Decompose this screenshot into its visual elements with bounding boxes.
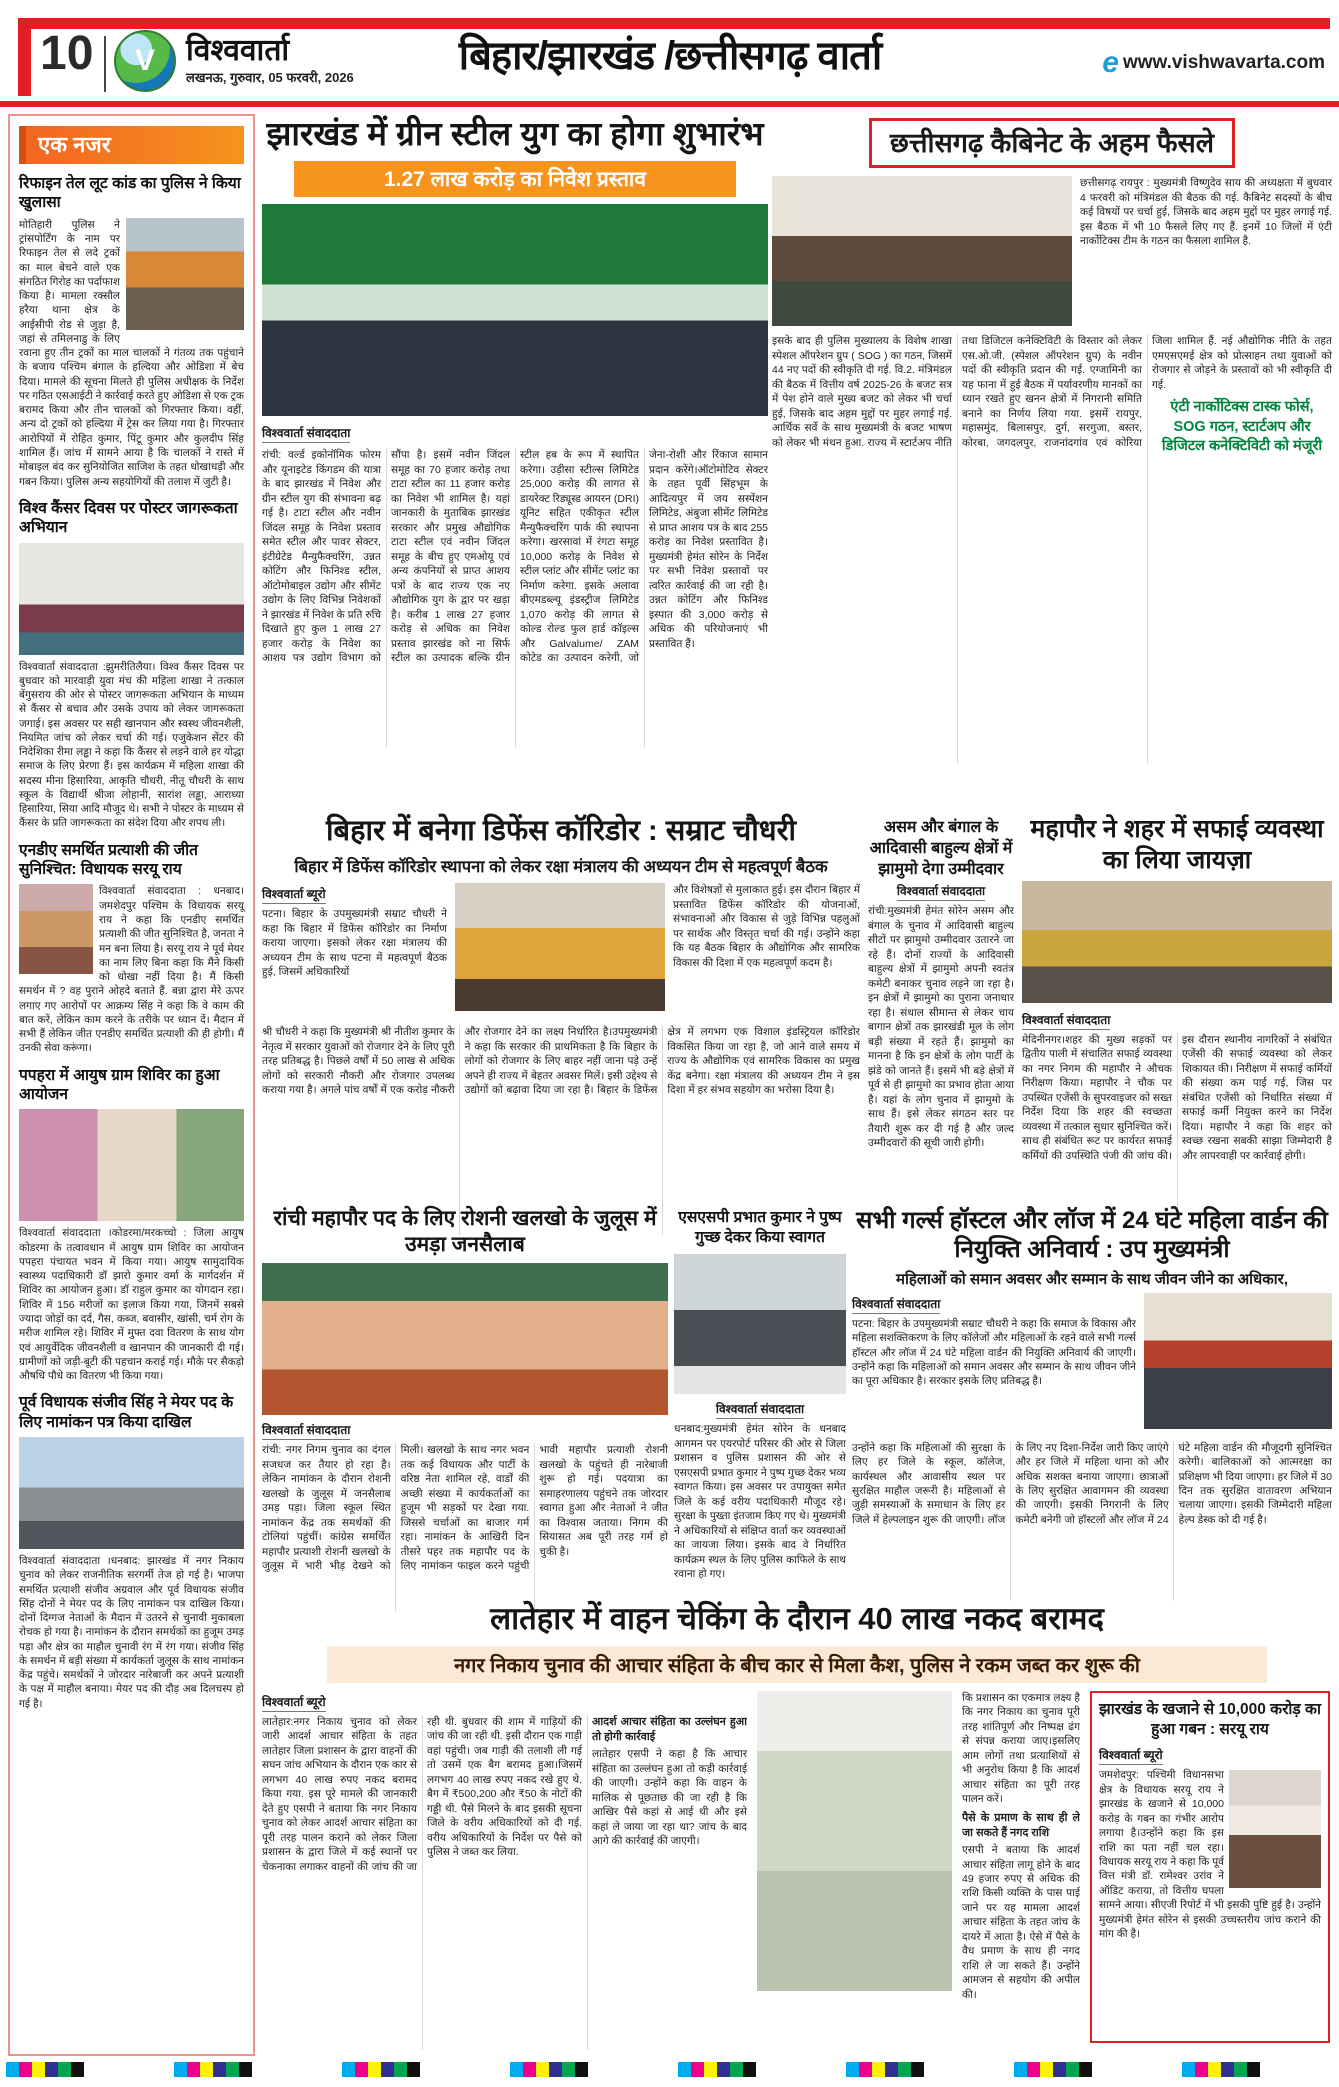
jmm-story bbox=[868, 818, 1014, 1204]
cabinet-headline: छत्तीसगढ़ कैबिनेट के अहम फैसले bbox=[869, 118, 1235, 168]
defence-byline: विश्ववार्ता ब्यूरो bbox=[262, 885, 326, 904]
cabinet-body: इसके बाद ही पुलिस मुख्यालय के विशेष शाखा स्पेशल ऑपरेशन ग्रुप ( SOG ) का गठन, जिसमें 44 नए पदों की स्वीकृति दी गई. वि.2. मंत्रिमंडल की बैठक में वित्तीय वर्ष 2025-26 के बजट सत्र में पेश होने वाले मुख्य बजट को लेकर भी चर्चा हुई, जिसके बाद अहम मुद्दों पर मुहर लगाई गई. आर्थिक सर्वे के साथ मुख्यमंत्री के बजट भाषण को लेकर भी मंथन हुआ. राज्य में स्टार्टअप नीति तथा डिजिटल कनेक्टिविटी के विस्तार को लेकर एस.ओ.जी. (स्पेशल ऑपरेशन ग्रुप) के नवीन पदों की स्वीकृति प्रदान की गई. एग्जामिनी का यह फाना में हुई बैठक में पर्यावरणीय मानकों का ध्यान रखते हुए खनन क्षेत्रों में निगरानी समिति बनाने का निर्णय लिया गया. इसमें रायपुर, महासमुंद, बिलासपुर, दुर्ग, सरगुजा, बस्तर, कोरबा, जगदलपुर, राजनांदगांव एवं कोरिया जिला शामिल हैं. नई औद्योगिक नीति के तहत एमएसएमई क्षेत्र को प्रोत्साहन तथा युवाओं को रोजगार से जोड़ने के प्रस्तावों को भी स्वीकृति दी गई. bbox=[772, 335, 1332, 449]
hostel-col1-wrap bbox=[852, 1293, 1136, 1435]
photo-roshni-procession bbox=[262, 1263, 668, 1415]
cabinet-body-wrap bbox=[772, 334, 1332, 764]
sidebar-story-body-wrap bbox=[19, 218, 244, 489]
latehar-p1: लातेहार:नगर निकाय चुनाव को लेकर जारी आदर्श आचार संहिता के तहत लातेहार जिला प्रशासन के द्वारा वाहनों की सघन जांच अभियान के दौरान एक कार से लगभग 40 लाख रुपए नकद बरामद किया गया. इस पूरे मामले की जानकारी देते हुए एसपी ने बताया कि नगर निकाय चुनाव को लेकर आदर्श आचार संहिता का पूरी तरह पालन कराने को लेकर जिला प्रशासन के द्वारा जिले में कई स्थानों पर चेकनाका लगाकर वाहनों की जांच की जा रही थी. बुधवार की शाम में गाड़ियों की जांच की जा रही थी. इसी दौरान एक गाड़ी वहां पहुंची। जब गाड़ी की तलाशी ली गई तो उसमें एक बैग बरामद हुआ।जिसमें लगभग 40 लाख रुपए नकद रखे हुए थे. बैग में ₹500,200 और ₹50 के नोटों की गड्डी थी. पैसे मिलने के बाद इसकी सूचना जिले के वरीय अधिकारियों को दी गई. वरीय अधिकारियों के निर्देश पर पैसे को पुलिस ने जब्त कर लिया. bbox=[262, 1715, 582, 1873]
saryu-headline: झारखंड के खजाने से 10,000 करोड़ का हुआ गबन : सरयू राय bbox=[1099, 1700, 1321, 1738]
jmm-byline: विश्ववार्ता संवाददाता bbox=[897, 882, 985, 901]
lead-byline: विश्ववार्ता संवाददाता bbox=[262, 424, 350, 443]
photo-cancer-awareness bbox=[19, 543, 244, 655]
roshni-body: रांची: नगर निगम चुनाव का दंगल सजधज कर तैयार हो रहा है।लेकिन नामांकन के दौरान रोशनी खलखो के जुलूस में जनसैलाब उमड़ पड़ा। जिला स्कूल स्थित नामांकन केंद्र तक समर्थकों की टोलियां पहुंचीं। कांग्रेस समर्थित महापौर प्रत्याशी रोशनी खलखो के जुलूस में भारी भीड़ देखने को मिली। खलखो के साथ नगर भवन तक कई विधायक और पार्टी के वरिष्ठ नेता शामिल रहे, वार्डों की अच्छी संख्या में कार्यकर्ताओं का हुजूम भी सड़कों पर देखा गया. जिससे चर्चाओं का बाजार गर्म रहा। नामांकन के आखिरी दिन तीसरे पहर तक महापौर पद के लिए नामांकन फाइल करने पहुंची भावी महापौर प्रत्याशी रोशनी खलखो के पहुंचते ही नारेबाजी शुरू हो गई। पदयात्रा का समाहरणालय पहुंचने तक जोरदार स्वागत हुआ और नेताओं ने जीत का विश्वास जताया। निगम की सियासत अब पूरी तरह गर्म हो चुकी है। bbox=[262, 1444, 668, 1573]
ssp-body: धनबाद:मुख्यमंत्री हेमंत सोरेन के धनबाद आगमन पर एयरपोर्ट परिसर की ओर से जिला प्रशासन व पुलिस प्रशासन की ओर से एसएसपी प्रभात कुमार ने पुष्प गुच्छ देकर भव्य स्वागत किया। इस अवसर पर उपायुक्त समेत जिले के कई वरीय पदाधिकारी मौजूद रहे। सुरक्षा के पुख्ता इंतजाम किए गए थे। मुख्यमंत्री ने अधिकारियों से संक्षिप्त वार्ता कर व्यवस्थाओं का जायजा लिया। इसके बाद वे निर्धारित कार्यक्रम स्थल के लिए पुलिस काफिले के साथ रवाना हो गए। bbox=[674, 1423, 846, 1581]
hostel-story bbox=[852, 1206, 1332, 1601]
photo-deputy-cm-hostel bbox=[1144, 1293, 1332, 1429]
ssp-story bbox=[674, 1208, 846, 1590]
photo-saryu-rai-small bbox=[19, 884, 93, 974]
defence-col1-wrap bbox=[262, 883, 447, 1019]
dateline: लखनऊ, गुरुवार, 05 फरवरी, 2026 bbox=[186, 70, 354, 85]
latehar-content-row bbox=[262, 1691, 1332, 2050]
hostel-body2: उन्होंने कहा कि महिलाओं की सुरक्षा के लिए हर जिले के स्कूल, कॉलेज, कार्यस्थल और आवासीय स्थल पर सुरक्षित माहौल जरूरी है। महिलाओं से जुड़ी समस्याओं के समाधान के लिए हर जिले में हेल्पलाइन शुरू की जाएगी। लॉज के लिए नए दिशा-निर्देश जारी किए जाएंगे और हर जिले में महिला थाना को और अधिक सशक्त बनाया जाएगा। छात्राओं के लिए सुरक्षित आवागमन की व्यवस्था की जाएगी। इसकी निगरानी के लिए कमेटी बनेगी जो हॉस्टलों और लॉज में 24 घंटे महिला वार्डन की मौजूदगी सुनिश्चित करेगी। बालिकाओं को आत्मरक्षा का प्रशिक्षण भी दिया जाएगा। हर जिले में 30 दिन तक सुरक्षित वातावरण अभियान चलाया जाएगा। इसकी जिम्मेदारी महिला हेल्प डेस्क को दी गई है। bbox=[852, 1441, 1332, 1526]
hostel-headline: सभी गर्ल्स हॉस्टल और लॉज में 24 घंटे महिला वार्डन की नियुक्ति अनिवार्य : उप मुख्यमंत्री bbox=[856, 1207, 1328, 1264]
ssp-headline: एसएसपी प्रभात कुमार ने पुष्प गुच्छ देकर किया स्वागत bbox=[678, 1209, 842, 1247]
sidebar-story-body: विश्ववार्ता संवाददाता ।कोडरमा/मरकच्चो : जिला आयुष कोडरमा के तत्वावधान में आयुष ग्राम शिविर का आयोजन पपहरा पंचायत भवन में किया गया। आयुष सामुदायिक स्वास्थ्य पदाधिकारी डॉ झारो कुमार वर्मा के मार्गदर्शन में शिविर का आयोजन हुआ। डॉ राहुल कुमार का योगदान रहा। शिविर में 156 मरीजों का इलाज किया गया, जिनमें सबसे ज्यादा जोड़ों का दर्द, गैस, कब्ज, बवासीर, खांसी, चर्म रोग के मरीज शामिल रहे। शिविर में मुफ्त दवा वितरण के साथ योग एवं आयुर्वेदिक जीवनशैली व खानपान की जानकारी दी गई। ग्रामीणों को जड़ी-बूटी की पहचान कराई गई। मौके पर सैकड़ो औषधि पौधे का वितरण भी किया गया। bbox=[19, 1227, 244, 1383]
defence-top-row bbox=[262, 883, 860, 1019]
masthead-logo-icon bbox=[114, 30, 176, 92]
cabinet-highlight-box: एंटी नार्कोटिक्स टास्क फोर्स, SOG गठन, स्टार्टअप और डिजिटल कनेक्टिविटी को मंजूरी bbox=[1161, 399, 1323, 455]
saryu-byline: विश्ववार्ता ब्यूरो bbox=[1099, 1746, 1163, 1765]
photo-ayush-camp bbox=[19, 1109, 244, 1221]
roshni-story bbox=[262, 1206, 668, 1611]
cabinet-story bbox=[772, 114, 1332, 764]
cabinet-photo-row bbox=[772, 176, 1332, 326]
sidebar-story-headline: एनडीए समर्थित प्रत्याशी की जीत सुनिश्चित: विधायक सरयू राय bbox=[19, 841, 198, 879]
latehar-sub1: आदर्श आचार संहिता का उल्लंघन हुआ तो होगी कार्रवाई bbox=[592, 1715, 747, 1743]
hostel-subhead: महिलाओं को समान अवसर और सम्मान के साथ जीवन जीने का अधिकार, bbox=[896, 1270, 1288, 1288]
browser-e-icon: e bbox=[1102, 46, 1119, 79]
photo-cabinet-meeting bbox=[772, 176, 1072, 326]
sidebar-story-body: विश्ववार्ता संवाददाता : धनबाद। जमशेदपुर पश्चिम के विधायक सरयू राय ने कहा कि एनडीए समर्थित प्रत्याशी की जीत सुनिश्चित है, जनता ने मन बना लिया है। सरयू राय ने पूर्व मेयर का नाम लिए बिना कहा कि मैंने किसी को धोखा नहीं दिया है। मैं किसी समर्थन में ? वह पुराने ओहदे बताते हैं. बन्ना द्वारा मेरे ऊपर लगाए गए आरोपों पर आक्रम्य सिंह ने कहा कि वे काम की बात करें, लेकिन काम करने के तरीके पर ध्यान दें। मैदान में सभी हैं लेकिन जीत एनडीए समर्थित प्रत्याशी की ही होगी। मैं उनकी सेवा करूंगा। bbox=[19, 885, 244, 1055]
defence-story bbox=[262, 814, 860, 1235]
photo-samrat-choudhary bbox=[455, 883, 665, 1011]
latehar-sub2: पैसे के प्रमाण के साथ ही ले जा सकते हैं नगद राशि bbox=[962, 1811, 1080, 1839]
latehar-story bbox=[262, 1600, 1332, 2050]
mayor-headline: महापौर ने शहर में सफाई व्यवस्था का लिया जायज़ा bbox=[1030, 815, 1324, 874]
lead-subhead-bar: 1.27 लाख करोड़ का निवेश प्रस्ताव bbox=[294, 161, 736, 197]
hostel-byline: विश्ववार्ता संवाददाता bbox=[852, 1295, 940, 1314]
saryu-box-story bbox=[1090, 1691, 1330, 2043]
hostel-col1: पटना: बिहार के उपमुख्यमंत्री सम्राट चौधरी ने कहा कि समाज के विकास और महिला सशक्तिकरण के लिए कॉलेजों और महिलाओं के रहने वाले सभी गर्ल्स हॉस्टल और लॉज में 24 घंटे महिला वार्डन की नियुक्ति अनिवार्य की जाएगी। उन्होंने कहा कि महिलाओं को समान अवसर और सम्मान के साथ जीवन जीने का पूरा अधिकार है। सरकार इसके लिए प्रतिबद्ध है। bbox=[852, 1317, 1136, 1388]
ssp-byline: विश्ववार्ता संवाददाता bbox=[716, 1400, 804, 1419]
latehar-col-right: कि प्रशासन का एकमात्र लक्ष्य है कि नगर निकाय का चुनाव पूरी तरह शांतिपूर्ण और निष्पक्ष ढंग से संपन्न कराया जाए।इसलिए आम लोगों तथा प्रत्याशियों से भी अनुरोध किया है कि आदर्श आचार संहिता का पूरी तरह पालन करें। bbox=[962, 1691, 1080, 1806]
cabinet-intro: छत्तीसगढ़ रायपुर : मुख्यमंत्री विष्णुदेव साय की अध्यक्षता में बुधवार 4 फरवरी को मंत्रिमंडल की बैठक की गई. कैबिनेट सदस्यों के बीच कई विषयों पर चर्चा हुई, जिसके बाद अहम मुद्दों पर मुहर लगाई गई. इस बैठक में भी 10 फैसले लिए गए हैं. इनमें 10 जिलों में एंटी नार्कोटिक्स टीम के गठन का फैसला शामिल है. bbox=[1080, 177, 1332, 248]
sidebar-story-body: विश्ववार्ता संवाददाता ।धनबाद: झारखंड में नगर निकाय चुनाव को लेकर राजनीतिक सरगर्मी तेज हो गई है। भाजपा समर्थित प्रत्याशी संजीव अग्रवाल और पूर्व विधायक संजीव सिंह दोनों ने मेयर पद के लिए नामांकन पत्र दाखिल किया। दोनों दिग्गज नेताओं के मैदान में उतरने से चुनावी मुकाबला रोचक हो गया है। नामांकन के दौरान समर्थकों का हुजूम उमड़ पड़ा और क्षेत्र का माहौल चुनावी रंग में रंग गया। संजीव सिंह के समर्थन में बड़ी संख्या में कार्यकर्ता जुलूस के साथ नामांकन केंद्र पहुंचे। समर्थकों ने जोरदार नारेबाजी कर अपने प्रत्याशी के पक्ष में माहौल बनाया। मेयर पद की दौड़ अब दिलचस्प हो गई है। bbox=[19, 1555, 244, 1710]
photo-cash-seized bbox=[757, 1691, 952, 1991]
logo-letter: V bbox=[134, 44, 155, 77]
sidebar-story-body: मोतिहारी पुलिस ने ट्रांसपोर्टिंग के नाम पर रिफाइन तेल से लदे ट्रकों का माल बेचने वाले एक संगठित गिरोह का पर्दाफाश किया है। मामला रक्सौल हरैया थाना क्षेत्र के आईसीपी रोड से जुड़ा है, जहां से तमिलनाडु के लिए रवाना हुए तीन ट्रकों का माल चालकों ने गंतव्य तक पहुंचाने के बजाय पश्चिम बंगाल के हल्दिया और ओडिशा में बेच दिया। मामले की सूचना मिलते ही पुलिस अधीक्षक के निर्देश पर गठित एसआईटी ने कार्रवाई करते हुए ओडिशा से एक ट्रक बरामद किया और तीन चालकों को गिरफ्तार किया। वहीं, अन्य दो ट्रकों को हल्दिया में ट्रेस कर लिया गया है। गिरफ्तार आरोपियों में रोहित कुमार, पिंटू कुमार और कुलदीप सिंह शामिल हैं। जांच में सामने आया है कि चालकों ने रास्ते में मोबाइल बंद कर सुनियोजित साजिश के तहत धोखाधड़ी और गबन किया। पुलिस अन्य सहयोगियों की तलाश में जुटी है। bbox=[19, 218, 244, 488]
section-title: बिहार/झारखंड /छत्तीसगढ़ वार्ता bbox=[458, 34, 882, 78]
latehar-p2: लातेहार एसपी ने कहा है कि आचार संहिता का उल्लंघन हुआ तो कड़ी कार्रवाई की जाएगी। उन्होंने कहा कि वाहन के मालिक से पूछताछ की जा रही है कि आखिर पैसे कहां से आई थी और इसे कहां ले जाया जा रहा था? जांच के बाद आगे की कार्रवाई की जाएगी। bbox=[592, 1748, 747, 1848]
sidebar-story-headline: पपहरा में आयुष ग्राम शिविर का हुआ आयोजन bbox=[19, 1066, 220, 1104]
photo-steel-mou bbox=[262, 204, 768, 416]
latehar-subhead-bar: नगर निकाय चुनाव की आचार संहिता के बीच कार से मिला कैश, पुलिस ने रकम जब्त कर शुरू की bbox=[327, 1646, 1267, 1683]
photo-sanjeev-nomination bbox=[19, 1437, 244, 1549]
latehar-colB bbox=[962, 1691, 1080, 2050]
sidebar-story-headline: विश्व कैंसर दिवस पर पोस्टर जागरूकता अभियान bbox=[19, 499, 238, 537]
latehar-colA bbox=[262, 1691, 747, 2050]
jmm-headline: असम और बंगाल के आदिवासी बाहुल्य क्षेत्रों में झामुमो देगा उम्मीदवार bbox=[869, 819, 1013, 878]
sidebar-story-body-wrap bbox=[19, 884, 244, 1055]
masthead-title: विश्ववार्ता bbox=[186, 34, 290, 67]
defence-col2: और विशेषज्ञों से मुलाकात हुई। इस दौरान बिहार में प्रस्तावित डिफेंस कॉरिडोर की योजनाओं, संभावनाओं और विकास से जुड़े विभिन्न पहलुओं पर सार्थक और विस्तृत चर्चा की गई। उन्होंने कहा कि यह बैठक बिहार के औद्योगिक और सामरिक विकास की दिशा में एक महत्वपूर्ण कदम है। bbox=[673, 884, 860, 969]
saryu-body-wrap bbox=[1099, 1768, 1321, 1942]
roshni-byline: विश्ववार्ता संवाददाता bbox=[262, 1421, 350, 1440]
print-color-bars bbox=[6, 2062, 1333, 2077]
latehar-p3: एसपी ने बताया कि आदर्श आचार संहिता लागू होने के बाद 49 हजार रुपए से अधिक की राशि किसी व्यक्ति के पास पाई जाने पर यह मामला आदर्श आचार संहिता के तहत जांच के दायरे में आता है। ऐसे में पैसे के वैध प्रमाण के साथ ही नगद राशि ले जा सकते हैं। उन्होंने आमजन से सहयोग की अपील की। bbox=[962, 1844, 1080, 2001]
lead-body: रांची: वर्ल्ड इकोनॉमिक फोरम और यूनाइटेड किंगडम की यात्रा के बाद झारखंड में निवेश और ग्रीन स्टील युग की संभावना बढ़ गई है। टाटा स्टील और नवीन जिंदल समूह के निवेश प्रस्ताव समेत स्टील और पावर सेक्टर, इंटीग्रेटेड मैन्युफैक्चरिंग, उन्नत कोटिंग और फिनिश्ड स्टील, ऑटोमोबाइल उद्योग और सीमेंट उद्योग के लिए विभिन्न निवेशकों ने झारखंड में निवेश के प्रति रुचि दिखाते हुए कुल 1 लाख 27 हजार करोड़ के निवेश का आशय पत्र उद्योग विभाग को सौंपा है। इसमें नवीन जिंदल समूह का 70 हजार करोड़ तथा टाटा स्टील का 11 हजार करोड़ का निवेश भी शामिल है। यहां जानकारी के मुताबिक झारखंड सरकार और प्रमुख औद्योगिक टाटा स्टील एवं नवीन जिंदल समूह के बीच हुए एमओयू एवं अन्य कंपनियों से प्राप्त आशय पत्रों के बाद राज्य एक नए औद्योगिक युग के द्वार पर खड़ा है। करीब 1 लाख 27 हजार करोड़ से अधिक का निवेश प्रस्ताव झारखंड को ना सिर्फ स्टील का उत्पादक बल्कि ग्रीन स्टील हब के रूप में स्थापित करेगा। उड़ीसा स्टील्स लिमिटेड 25,000 करोड़ की लागत से डायरेक्ट रिड्यूस्ड आयरन (DRI) यूनिट सहित एकीकृत स्टील मैन्युफैक्चरिंग पार्क की स्थापना करेगा। खरसावां में रंगटा समूह 10,000 करोड़ के निवेश से स्टील प्लांट और सीमेंट प्लांट का निर्माण करेगा. इसके अलावा बीएमडब्ल्यू इंडस्ट्रीज लिमिटेड 1,070 करोड़ की लागत से कोल्ड रोल्ड फुल हार्ड कॉइल्स और Galvalume/ ZAM कोटेड का उत्पादन करेगी, जो जेना-रोशी और रिंकाज सामान प्रदान करेंगे।ऑटोमोटिव सेक्टर के तहत पूर्वी सिंहभूम के आदित्यपुर में जय सस्पेंशन लिमिटेड, अंबुजा सीमेंट लिमिटेड से प्राप्त आशय पत्र के बाद 255 करोड़ का निवेश प्रस्तावित है। मुख्यमंत्री हेमंत सोरेन के निर्देश पर सभी निवेश प्रस्तावों पर त्वरित कार्रवाई की जा रही है। उन्नत कोटिंग और फिनिश्ड इस्पात की 3,000 करोड़ से अधिक की परियोजनाएं भी प्रस्तावित हैं। bbox=[262, 449, 768, 665]
website-url: www.vishwavarta.com bbox=[1122, 52, 1325, 73]
defence-body2: श्री चौधरी ने कहा कि मुख्यमंत्री श्री नीतीश कुमार के नेतृत्व में सरकार युवाओं को रोजगार देने के लिए पूरी तरह प्रतिबद्ध है। पिछले वर्षों में 50 लाख से अधिक लोगों को सरकारी नौकरी और रोजगार उपलब्ध कराया गया है। अगले पांच वर्षों में एक करोड़ नौकरी और रोजगार देने का लक्ष्य निर्धारित है।उपमुख्यमंत्री ने कहा कि सरकार की प्राथमिकता है कि बिहार के लोगों को रोजगार के लिए बाहर नहीं जाना पड़े उन्हें अपने ही राज्य में बेहतर अवसर मिलें। इसी उद्देश्य से उद्योगों को बढ़ावा दिया जा रहा है। बिहार के डिफेंस क्षेत्र में लगभग एक विशाल इंडस्ट्रियल कॉरिडोर विकसित किया जा रहा है, जो आने वाले समय में राज्य के औद्योगिक एवं सामरिक विकास का प्रमुख केंद्र बनेगा। रक्षा मंत्रालय की अध्ययन टीम ने इस दिशा में हर संभव सहयोग का भरोसा दिया है। bbox=[262, 1026, 860, 1097]
defence-col1: पटना। बिहार के उपमुख्यमंत्री सम्राट चौधरी ने कहा कि बिहार में डिफेंस कॉरिडोर का निर्माण कराया जाएगा। इसको लेकर रक्षा मंत्रालय की अध्ययन टीम के साथ पटना में महत्वपूर्ण बैठक हुई, जिसमें अधिकारियों bbox=[262, 908, 447, 979]
latehar-colB-body bbox=[962, 1691, 1080, 2041]
latehar-byline: विश्ववार्ता ब्यूरो bbox=[262, 1693, 326, 1712]
photo-ssp-welcome bbox=[674, 1254, 846, 1394]
header-rule bbox=[0, 101, 1339, 107]
mayor-story bbox=[1022, 814, 1332, 1223]
website-link[interactable] bbox=[1102, 48, 1325, 78]
latehar-headline: लातेहार में वाहन चेकिंग के दौरान 40 लाख नकद बरामद bbox=[490, 1601, 1104, 1636]
sidebar-story-body: विश्ववार्ता संवाददाता :झुमरीतिलैया। विश्व कैंसर दिवस पर बुधवार को मारवाड़ी युवा मंच की महिला शाखा ने तत्काल बेंगुसराय की ओर से पोस्टर जागरूकता अभियान के माध्यम से कैंसर से बचाव और उसके उपाय को लेकर जागरूकता जगाई। इस अवसर पर सही खानपान और स्वस्थ जीवनशैली, नियमित जांच को लेकर चर्चा की गई। एजुकेशन सेंटर की निदेशिका रीमा लड्ढा ने कहा कि कैंसर से लड़ने वाले हर योद्धा समाज के लिए प्रेरणा हैं। इस कार्यक्रम में महिला शाखा की सदस्य मीना हिसारिया, आकृति चौधरी, नीतू चौधरी के साथ स्कूल के विद्यार्थी श्रीजा लोहानी, सारांश लड्ढा, आराध्या हिसारिया, सिया आदि मौजूद थे। सभी ने पोस्टर के माध्यम से कैंसर के प्रति जागरूकता का संदेश दिया और शपथ ली। bbox=[19, 660, 244, 830]
photo-refine-oil-truck bbox=[126, 218, 244, 330]
lead-headline: झारखंड में ग्रीन स्टील युग का होगा शुभारंभ bbox=[266, 115, 764, 152]
hostel-top-row bbox=[852, 1293, 1332, 1435]
latehar-colA-body bbox=[262, 1715, 747, 2050]
photo-mayor-inspection bbox=[1022, 881, 1332, 1003]
ek-nazar-badge: एक नजर bbox=[19, 126, 244, 164]
sidebar-story-headline: पूर्व विधायक संजीव सिंह ने मेयर पद के लिए नामांकन पत्र किया दाखिल bbox=[19, 1394, 234, 1431]
photo-saryu-rai bbox=[1229, 1770, 1321, 1888]
page-number: 10 bbox=[40, 27, 94, 80]
saryu-body: जमशेदपुर: पश्चिमी विधानसभा क्षेत्र के विधायक सरयू राय ने झारखंड के खजाने से 10,000 करोड़ के गबन का गंभीर आरोप लगाया है।उन्होंने कहा कि इस राशि का पता नहीं चल रहा। विधायक सरयू राय ने कहा कि पूर्व वित्त मंत्री डॉ. रामेश्वर उरांव ने ऑडिट कराया, तो वित्तीय घपला सामने आया। सीएजी रिपोर्ट में भी इसकी पुष्टि हुई है। उन्होंने मुख्यमंत्री हेमंत सोरेन से इसकी उच्चस्तरीय जांच कराने की मांग की है। bbox=[1099, 1769, 1321, 1941]
defence-subhead: बिहार में डिफेंस कॉरिडोर स्थापना को लेकर रक्षा मंत्रालय की अध्ययन टीम से महत्वपूर्ण बैठक bbox=[294, 858, 828, 877]
roshni-headline: रांची महापौर पद के लिए रोशनी खलखो के जुलूस में उमड़ा जनसैलाब bbox=[273, 1207, 657, 1256]
sidebar-story-headline: रिफाइन तेल लूट कांड का पुलिस ने किया खुलासा bbox=[19, 175, 241, 212]
header-divider bbox=[104, 36, 106, 92]
jmm-body: रांची:मुख्यमंत्री हेमंत सोरेन असम और बंगाल के चुनाव में आदिवासी बाहुल्य सीटों पर झामुमो उम्मीदवार उतारने जा रहे हैं। दोनों राज्यों के आदिवासी बाहुल्य क्षेत्रों में झामुमो अपनी स्वतंत्र कमेटी बनाकर चुनाव लड़ने जा रहा है। इन क्षेत्रों में झामुमो का पुराना जनाधार रहा है। संथाल सीमान्त से लेकर चाय बागान क्षेत्रों तक झारखंडी मूल के लोग बड़ी संख्या में रहते हैं। झामुमो का मानना है कि इन क्षेत्रों के लोग पार्टी के झंडे को जानते हैं। इसमें भी बड़े क्षेत्रों में पूर्व से ही झामुमो का प्रभाव होता आया है। यहां के लोग चुनाव में झामुमो के साथ हैं। इसे लेकर संगठन स्तर पर तैयारी शुरू कर दी गई है और जल्द उम्मीदवारों की सूची जारी होगी। bbox=[868, 905, 1014, 1150]
mayor-byline: विश्ववार्ता संवाददाता bbox=[1022, 1011, 1110, 1030]
mayor-body: मेदिनीनगर।शहर की मुख्य सड़कों पर द्वितीय पाली में संचालित सफाई व्यवस्था का नगर निगम की महापौर ने औचक निरीक्षण किया। महापौर ने चौक पर उपस्थित एजेंसी के सुपरवाइजर को सख्त निर्देश दिया कि शहर की स्वच्छता व्यवस्था में तत्काल सुधार सुनिश्चित करें। साथ ही संबंधित रूट पर कार्यरत सफाई कर्मियों की उपस्थिति पंजी की जांच की। इस दौरान स्थानीय नागरिकों ने संबंधित एजेंसी की सफाई व्यवस्था को लेकर शिकायत की। निरीक्षण में सफाई कर्मियों की संख्या कम पाई गई, जिस पर संबंधित एजेंसी को निर्धारित संख्या में सफाई कर्मी नियुक्त करने का निर्देश दिया। महापौर ने कहा कि शहर को स्वच्छ रखना सबकी साझा जिम्मेदारी है और लापरवाही पर कार्रवाई होगी। bbox=[1022, 1034, 1332, 1162]
defence-headline: बिहार में बनेगा डिफेंस कॉरिडोर : सम्राट चौधरी bbox=[326, 815, 796, 847]
sidebar-ek-nazar bbox=[8, 114, 255, 2056]
top-left-red-corner bbox=[18, 18, 31, 96]
lead-story bbox=[262, 114, 768, 748]
